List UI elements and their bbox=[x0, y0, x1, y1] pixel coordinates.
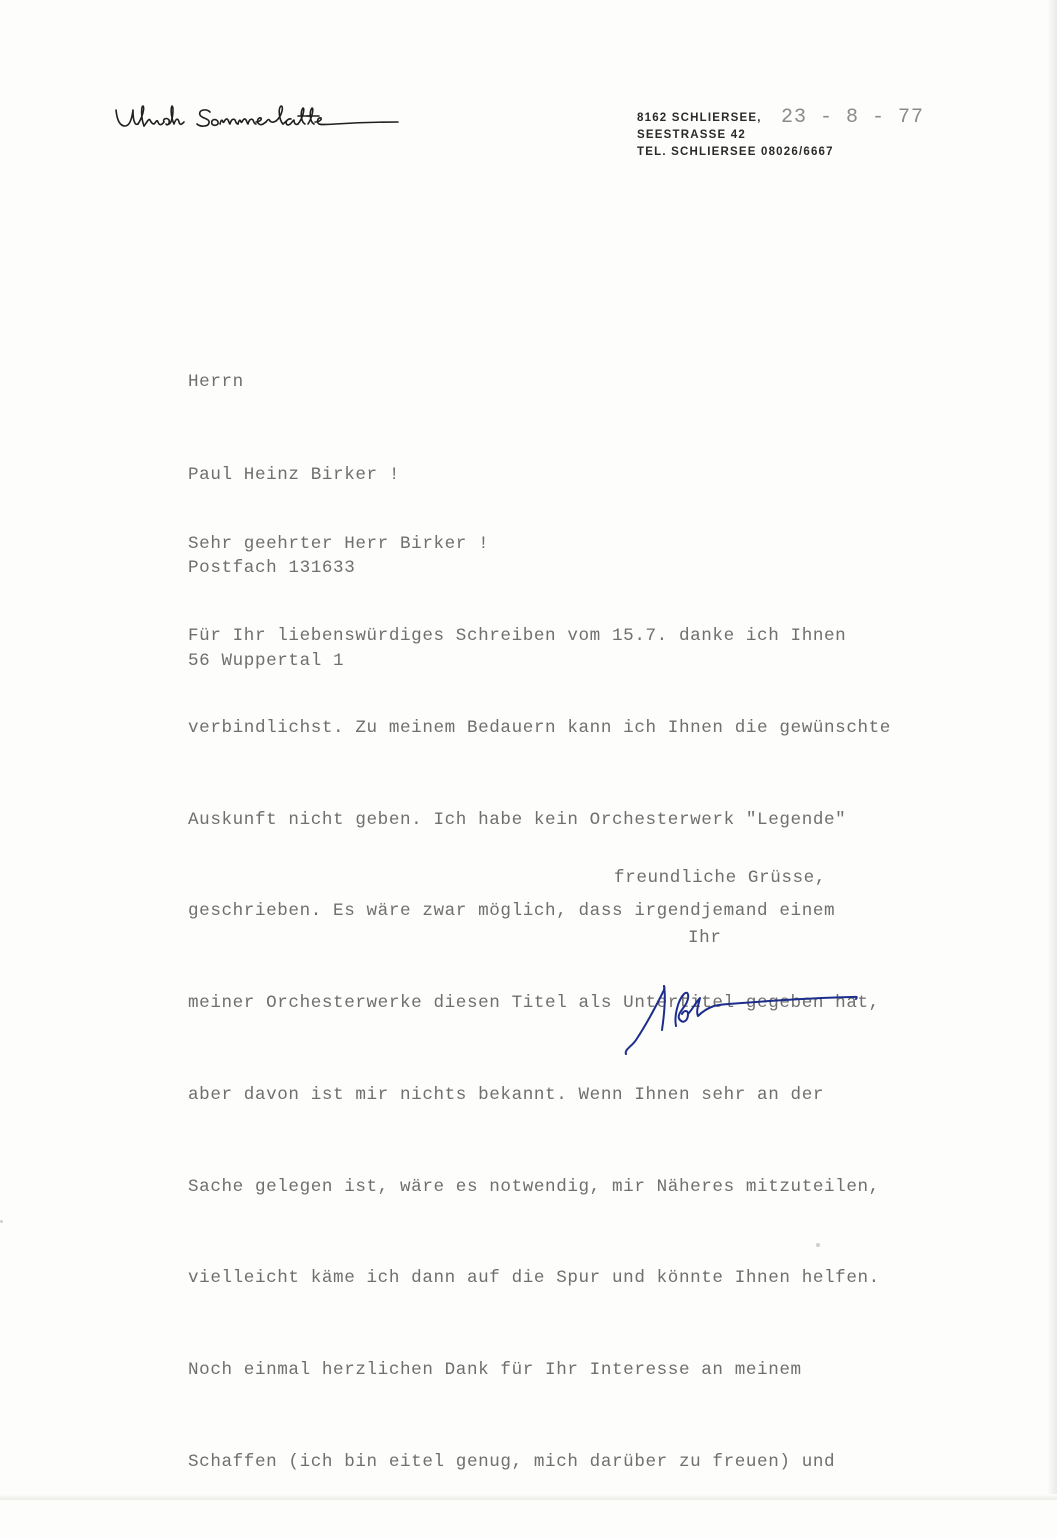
paper-edge-bottom bbox=[0, 1494, 1057, 1500]
letter-date: 23 - 8 - 77 bbox=[781, 106, 925, 129]
paper-speck bbox=[0, 1220, 3, 1223]
recipient-name: Paul Heinz Birker ! bbox=[188, 465, 401, 485]
recipient-salutation: Herrn bbox=[188, 372, 244, 392]
letterhead-phone: TEL. SCHLIERSEE 08026/6667 bbox=[637, 146, 834, 158]
handwritten-signature bbox=[618, 980, 868, 1065]
recipient-postbox: Postfach 131633 bbox=[188, 558, 356, 578]
body-line: Auskunft nicht geben. Ich habe kein Orchesterwerk "Legende" bbox=[188, 809, 847, 830]
body-line: vielleicht käme ich dann auf die Spur und könnte Ihnen helfen. bbox=[188, 1268, 880, 1289]
body-line: Sache gelegen ist, wäre es notwendig, mir Näheres mitzuteilen, bbox=[188, 1176, 880, 1197]
body-line: verbindlichst. Zu meinem Bedauern kann ich Ihnen die gewünschte bbox=[188, 717, 891, 738]
body-line: Für Ihr liebenswürdiges Schreiben vom 15.7. danke ich Ihnen bbox=[188, 625, 847, 646]
paper-speck bbox=[816, 1243, 820, 1247]
body-line: aber davon ist mir nichts bekannt. Wenn Ihnen sehr an der bbox=[188, 1084, 825, 1105]
body-line: geschrieben. Es wäre zwar möglich, dass irgendjemand einem bbox=[188, 901, 836, 922]
body-line: Noch einmal herzlichen Dank für Ihr Interesse an meinem bbox=[188, 1360, 802, 1381]
recipient-city: 56 Wuppertal 1 bbox=[188, 651, 345, 671]
closing-ihr: Ihr bbox=[688, 928, 722, 948]
letterhead-street: SEESTRASSE 42 bbox=[637, 129, 746, 141]
closing-greeting: freundliche Grüsse, bbox=[614, 868, 827, 888]
body-line: meiner Orchesterwerke diesen Titel als Untertitel gegeben hat, bbox=[188, 993, 880, 1014]
sender-handwritten-name bbox=[112, 100, 402, 136]
letterhead-city: 8162 SCHLIERSEE, bbox=[637, 112, 762, 124]
paper-edge-right bbox=[1047, 0, 1057, 1500]
body-line: Sehr geehrter Herr Birker ! bbox=[188, 534, 490, 555]
body-line: Schaffen (ich bin eitel genug, mich darüber zu freuen) und bbox=[188, 1452, 836, 1472]
